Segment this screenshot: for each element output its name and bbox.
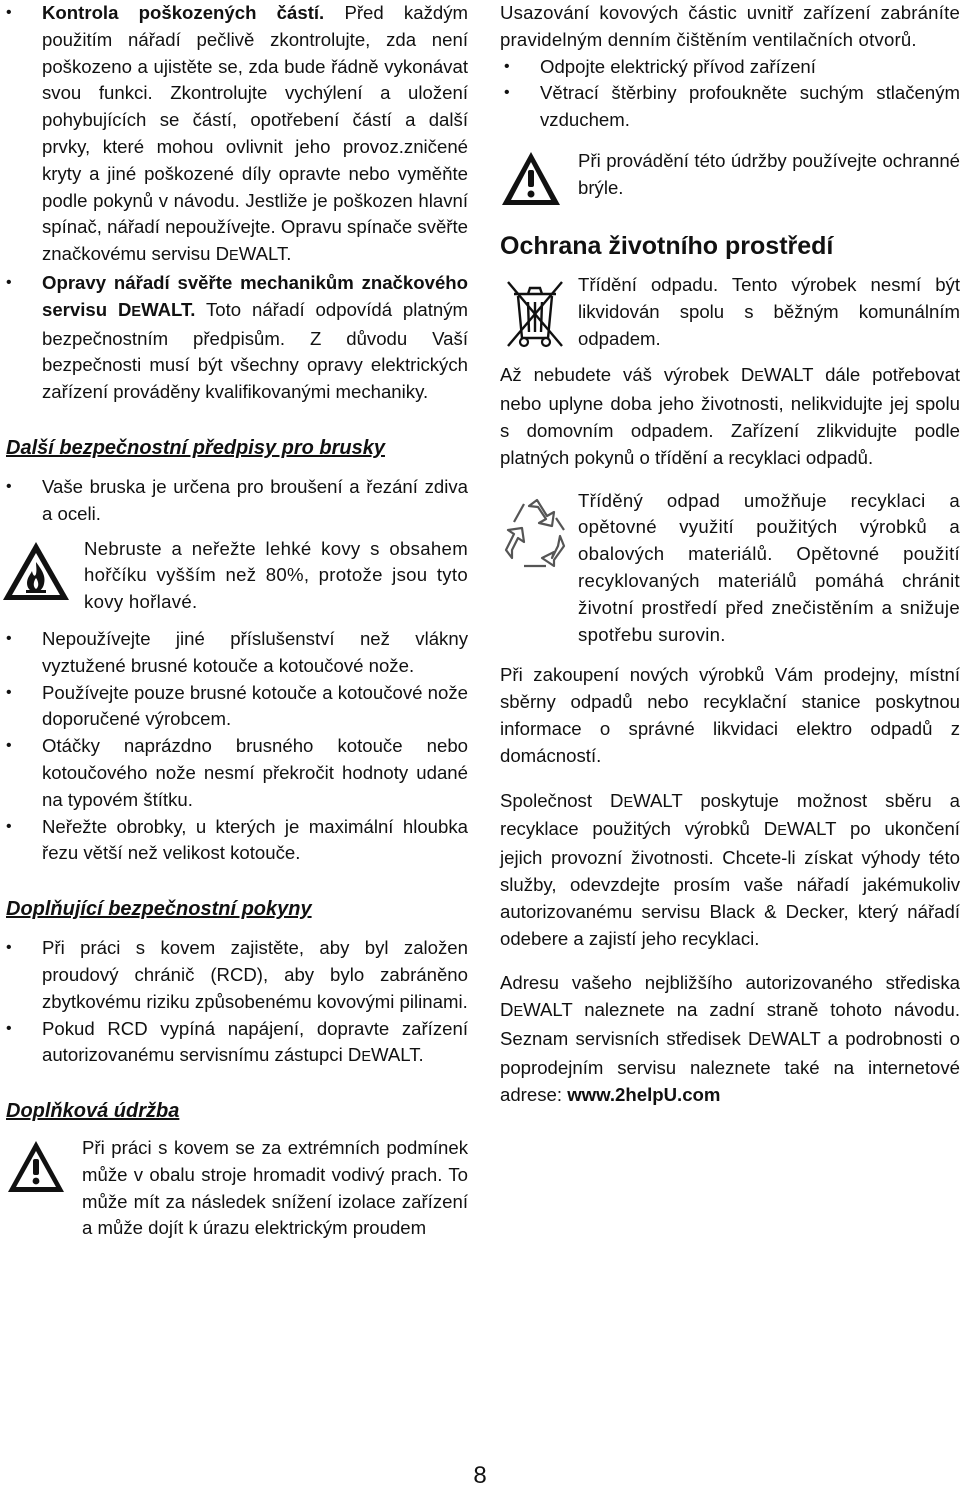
support-website-link[interactable]: www.2helpU.com — [567, 1083, 721, 1105]
ventilation-intro: Usazování kovových částic uvnitř zařízení zabráníte pravidelným denním čištěním ventilačních otvorů. — [500, 2, 960, 50]
crossed-bin-icon — [504, 274, 566, 352]
service-address-paragraph: Adresu vašeho nejbližšího autorizovaného střediska DEWALT naleznete na zadní straně tohoto návodu. Seznam servisních středisek DEWALT a podrobnosti o poprodejním servisu naleznete také na internetové adrese: www.2helpU.com — [500, 972, 960, 1105]
collection-service-paragraph: Společnost DEWALT poskytuje možnost sběru a recyklace použitých výrobků DEWALT po ukončení jejich provozní životnosti. Chcete-li získat výhody této služby, odevzdejte prosím vaše nářadí jakémukoliv autorizovanému servisu Black & Decker, který nářadí odebere a zajistí jeho recyklaci. — [500, 789, 960, 949]
disposal-paragraph: Až nebudete váš výrobek DEWALT dále potřebovat nebo uplyne doba jeho životnosti, nelikvidujte jej spolu s domovním odpadem. Zařízení zlikvidujte podle platných pokynů o třídění a recyklaci odpadů. — [500, 364, 960, 468]
environment-heading: Ochrana životního prostředí — [500, 231, 834, 260]
list-item: • Otáčky naprázdno brusného kotouče nebo kotoučového nože nesmí překročit hodnoty udané na typovém štítku. — [0, 733, 468, 813]
warning-icon — [6, 1139, 66, 1195]
grinder-rules-list — [0, 474, 468, 867]
recycling-text: Tříděný odpad umožňuje recyklaci a opětovné využití použitých výrobků a obalových materiálů. Opětovné použití recyklovaných materiálů pomáhá chránit životní prostředí před znečistěním a snižuje spotřebu surovin. — [578, 489, 960, 645]
maintenance-warning-block — [0, 1135, 468, 1242]
waste-sorting-text: Třídění odpadu. Tento výrobek nesmí být likvidován spolu s běžným komunálním odpadem. — [578, 273, 960, 349]
top-bullet-list — [0, 0, 468, 406]
list-item: • Větrací štěrbiny profoukněte suchým stlačeným vzduchem. — [500, 80, 960, 134]
goggles-warning-block — [500, 148, 960, 208]
left-column — [0, 0, 468, 1242]
right-column — [500, 0, 960, 1108]
retail-info-paragraph: Při zakoupení nových výrobků Vám prodejny, místní sběrny odpadů nebo recyklační stanice poskytnou informace o správné likvidaci elektro odpadů z domácností. — [500, 664, 960, 766]
goggles-warning-text: Při provádění této údržby používejte ochranné brýle. — [578, 149, 960, 198]
section-heading-grinders: Další bezpečnostní předpisy pro brusky — [6, 436, 385, 459]
list-item: • Neřežte obrobky, u kterých je maximální hloubka řezu větší než velikost kotouče. — [0, 814, 468, 868]
item-bold-lead: Kontrola poškozených částí. — [42, 2, 325, 23]
list-item: • Odpojte elektrický přívod zařízení — [500, 54, 960, 81]
list-item: • Pokud RCD vypíná napájení, dopravte zařízení autorizovanému servisnímu zástupci DEWALT. — [0, 1016, 468, 1072]
cleaning-steps-list — [500, 54, 960, 134]
magnesium-warning-text: Nebruste a neřežte lehké kovy s obsahem hořčíku vyšším než 80%, protože jsou tyto kovy hořlavé. — [84, 537, 468, 613]
waste-sorting-block — [500, 272, 960, 352]
conductive-dust-warning: Při práci s kovem se za extrémních podmínek může v obalu stroje hromadit vodivý prach. To může mít za následek snížení izolace zařízení a může dojít k úrazu elektrickým proudem — [82, 1137, 468, 1239]
list-item: • Kontrola poškozených částí. Před každým použitím nářadí pečlivě zkontrolujte, zda není poškozeno a ujistěte se, zda bude řádně vykonávat svou funkci. Zkontrolujte vychýlení a uložení pohybujících se částí, opotřebení částí a další prvky, které mohou ovlivnit jeho provoz.zničené kryty a jiné poškozené díly opravte nebo vyměňte podle pokynů v návodu. Jestliže je poškozen hlavní spínač, nářadí nepoužívejte. Opravu spínače svěřte značkovému servisu DEWALT. — [0, 0, 468, 270]
section-heading-additional-safety: Doplňující bezpečnostní pokyny — [6, 898, 312, 921]
list-item: • Při práci s kovem zajistěte, aby byl založen proudový chránič (RCD), aby bylo zabráněno zbytkovému riziku způsobenému kovovými pilinami. — [0, 935, 468, 1015]
additional-safety-list — [0, 935, 468, 1071]
list-item: • Používejte pouze brusné kotouče a kotoučové nože doporučené výrobcem. — [0, 680, 468, 734]
list-item: • Nepoužívejte jiné příslušenství než vlákny vyztužené brusné kotouče a kotoučové nože. — [0, 626, 468, 680]
fire-warning-block — [0, 536, 468, 616]
recycling-block — [500, 488, 960, 649]
section-heading-maintenance: Doplňková údržba — [6, 1100, 180, 1123]
flammable-warning-icon — [0, 538, 72, 604]
page-number: 8 — [473, 1462, 487, 1489]
list-item: • Vaše bruska je určena pro broušení a řezání zdiva a oceli. Nebruste a neřežte lehké kovy s obsahem hořčíku vyšším než 80%, protože jsou tyto kovy hořlavé. — [0, 474, 468, 616]
warning-icon — [500, 150, 562, 208]
recycle-icon — [502, 496, 572, 570]
list-item: • Opravy nářadí svěřte mechanikům značkového servisu DEWALT. Toto nářadí odpovídá platným bezpečnostním předpisům. Z důvodu Vaší bezpečnosti musí být všechny opravy elektrických zařízení prováděny kvalifikovanými mechaniky. — [0, 270, 468, 406]
